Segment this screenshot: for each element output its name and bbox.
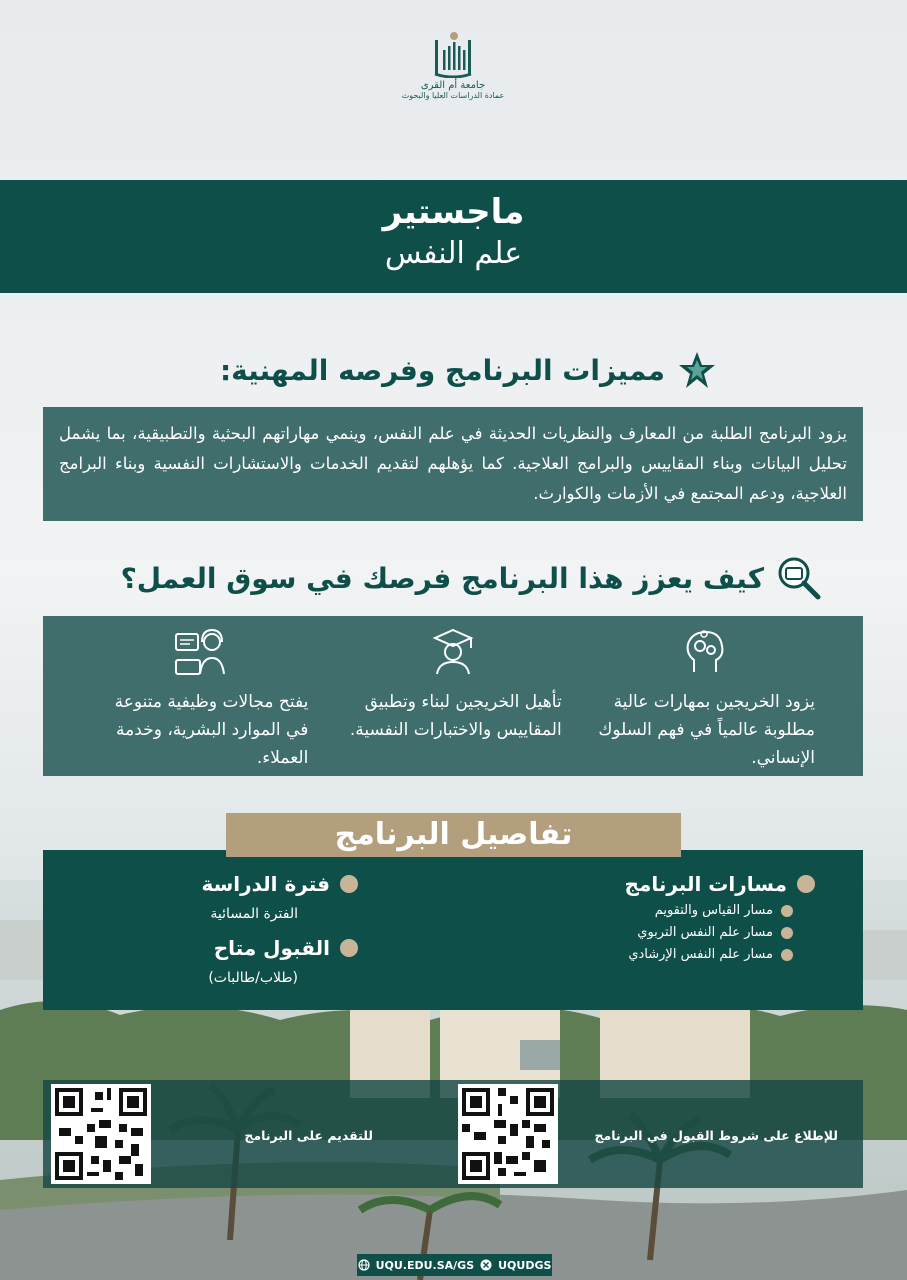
study-info-column (88, 872, 358, 986)
bullet-dot-icon (797, 875, 815, 893)
benefit-text: يزود الخريجين بمهارات عالية مطلوبة عالمياً في فهم السلوك الإنساني. (598, 692, 815, 768)
admission-title: القبول متاح (88, 936, 358, 960)
program-details-box (43, 850, 863, 1010)
star-icon (677, 350, 717, 390)
benefit-text: تأهيل الخريجين لبناء وتطبيق المقاييس والاختبارات النفسية. (349, 692, 562, 740)
tracks-column (495, 872, 815, 962)
program-details-title: تفاصيل البرنامج (226, 813, 681, 857)
footer-links (357, 1254, 552, 1276)
globe-icon (358, 1259, 370, 1271)
track-item: مسار علم النفس الإرشادي (495, 947, 793, 962)
qr-codes-band (43, 1080, 863, 1188)
x-social-icon (480, 1259, 492, 1271)
logo-deanship-name: عمادة الدراسات العليا والبحوث (401, 91, 505, 100)
university-emblem-icon (431, 30, 475, 78)
customer-service-icon (172, 626, 228, 678)
qr-code-icon (51, 1084, 151, 1184)
bullet-dot-icon (781, 927, 793, 939)
benefits-panel (43, 616, 863, 776)
study-period-value: الفترة المسائية (210, 906, 298, 922)
bullet-dot-icon (781, 905, 793, 917)
market-heading (121, 555, 822, 601)
features-heading-text: مميزات البرنامج وفرصه المهنية: (219, 353, 665, 387)
website-link[interactable]: UQU.EDU.SA/GS (375, 1258, 475, 1272)
graduate-icon (427, 626, 479, 678)
admission-conditions-qr-code[interactable] (458, 1084, 558, 1184)
bullet-dot-icon (781, 949, 793, 961)
title-band (0, 180, 907, 293)
admission-conditions-label: للإطلاع على شروط القبول في البرنامج (594, 1128, 838, 1143)
benefit-text: يفتح مجالات وظيفية متنوعة في الموارد البشرية، وخدمة العملاء. (114, 692, 309, 768)
benefit-item (73, 626, 326, 776)
study-period-title: فترة الدراسة (88, 872, 358, 896)
market-heading-text: كيف يعزز هذا البرنامج فرصك في سوق العمل؟ (120, 561, 764, 595)
features-heading (220, 350, 717, 390)
logo-university-name: جامعة أم القرى (420, 80, 486, 91)
benefit-item (580, 626, 833, 776)
bullet-dot-icon (340, 939, 358, 957)
title-program: علم النفس (384, 236, 523, 271)
university-logo (393, 30, 513, 120)
apply-label: للتقديم على البرنامج (244, 1128, 373, 1143)
tracks-title: مسارات البرنامج (495, 872, 815, 896)
features-paragraph: يزود البرنامج الطلبة من المعارف والنظريات الحديثة في علم النفس، وينمي مهاراتهم البحثية والتطبيقية، بما يشمل تحليل البيانات وبناء المقاييس والبرامج العلاجية. كما يؤهلهم لتقديم الخدمات والاستشارات النفسية وبناء البرامج العلاجية، ودعم المجتمع في الأزمات والكوارث. (43, 407, 863, 521)
brain-gears-icon (680, 626, 732, 678)
title-degree: ماجستير (382, 192, 525, 232)
social-handle[interactable]: UQUDGS (498, 1258, 552, 1272)
apply-qr-code[interactable] (51, 1084, 151, 1184)
track-item: مسار علم النفس التربوي (495, 925, 793, 940)
qr-code-icon (458, 1084, 558, 1184)
track-item: مسار القياس والتقويم (495, 903, 793, 918)
bullet-dot-icon (340, 875, 358, 893)
admission-value: (طلاب/طالبات) (208, 970, 298, 986)
magnifier-icon (776, 555, 822, 601)
benefit-item (326, 626, 579, 776)
